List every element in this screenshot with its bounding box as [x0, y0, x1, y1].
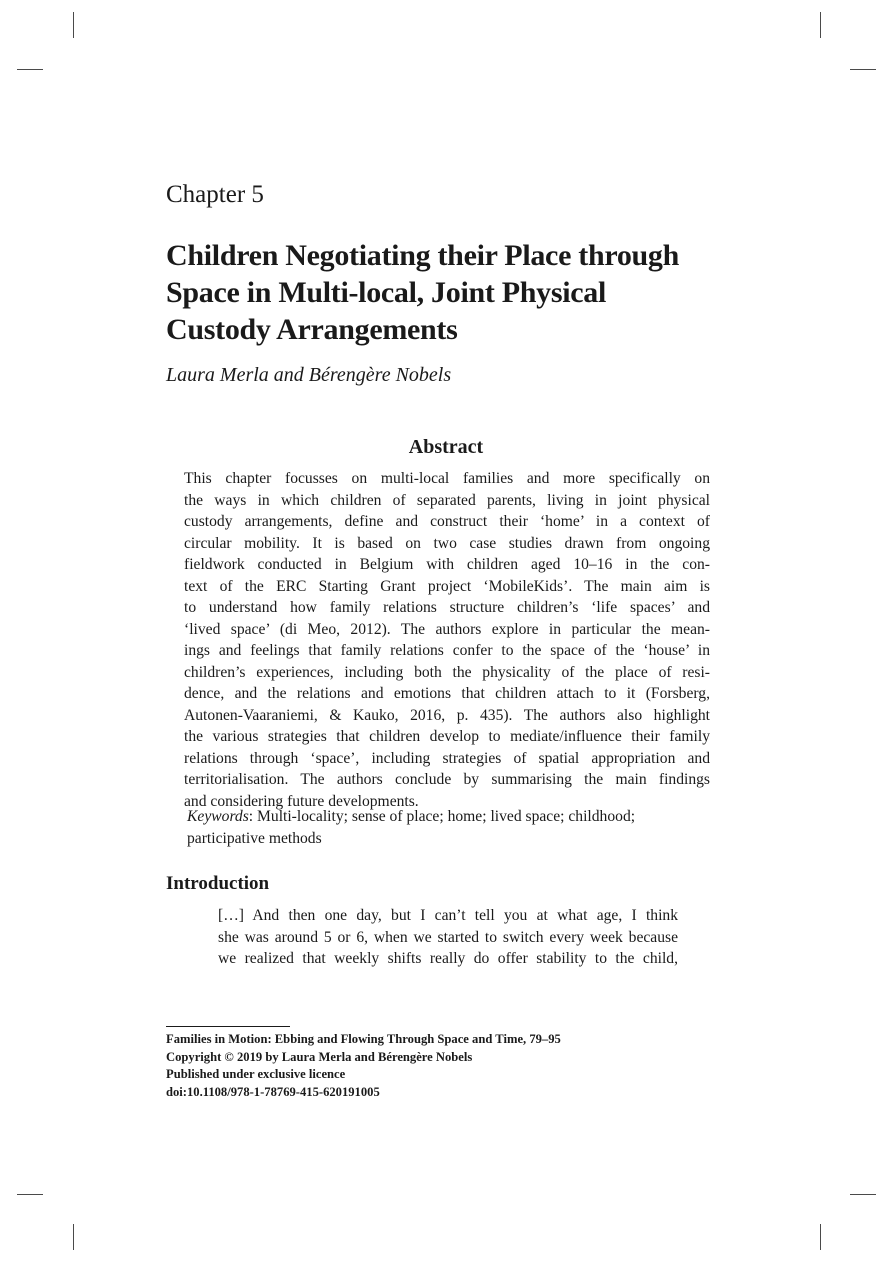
footer-copyright: Copyright © 2019 by Laura Merla and Bérengère Nobels	[166, 1049, 473, 1064]
abstract-line: relations through ‘space’, including strategies of spatial appropriation and	[184, 749, 710, 767]
keywords-text: : Multi-locality; sense of place; home; lived space; childhood; participative methods	[187, 808, 636, 847]
chapter-title	[166, 237, 746, 348]
chapter-title-line: Space in Multi-local, Joint Physical	[166, 276, 607, 309]
abstract-line: This chapter focusses on multi-local families and more specifically on	[184, 470, 710, 487]
keywords	[187, 806, 707, 849]
abstract-line: territorialisation. The authors conclude by summarising the main findings	[184, 771, 710, 788]
crop-mark-top-left-h	[17, 69, 43, 70]
footer-book: Families in Motion: Ebbing and Flowing Through Space and Time, 79–95	[166, 1032, 561, 1046]
crop-mark-bottom-left-h	[17, 1194, 43, 1195]
footer-licence: Published under exclusive licence	[166, 1067, 346, 1081]
quote-line: we realized that weekly shifts really do offer stability to the child,	[218, 950, 678, 967]
crop-mark-top-left	[73, 12, 74, 38]
chapter-label: Chapter 5	[166, 181, 264, 208]
abstract-line: to understand how family relations structure children’s ‘life spaces’ and	[184, 599, 710, 616]
abstract-line: ‘lived space’ (di Meo, 2012). The authors explore in particular the mean-	[184, 620, 710, 638]
abstract-heading: Abstract	[408, 436, 484, 458]
footnote-rule	[166, 1026, 290, 1027]
publication-footer	[166, 1031, 561, 1101]
footer-doi: doi:10.1108/978-1-78769-415-620191005	[166, 1084, 380, 1099]
abstract-line: circular mobility. It is based on two case studies drawn from ongoing	[184, 534, 710, 552]
abstract-line: the various strategies that children develop to mediate/influence their family	[184, 728, 710, 745]
abstract-line: Autonen-Vaaraniemi, & Kauko, 2016, p. 435). The authors also highlight	[184, 706, 710, 724]
crop-mark-bottom-right	[820, 1224, 821, 1250]
chapter-authors: Laura Merla and Bérengère Nobels	[166, 364, 452, 386]
quote-line: […] And then one day, but I can’t tell you at what age, I think	[218, 907, 678, 924]
chapter-title-line: Custody Arrangements	[166, 313, 458, 346]
introduction-quote	[218, 905, 678, 970]
abstract-line: text of the ERC Starting Grant project ‘MobileKids’. The main aim is	[184, 577, 710, 595]
abstract-line: custody arrangements, define and construct their ‘home’ in a context of	[184, 513, 710, 530]
crop-mark-top-right	[820, 12, 821, 38]
crop-mark-top-right-h	[850, 69, 876, 70]
abstract-line: dence, and the relations and emotions that children attach to it (Forsberg,	[184, 685, 710, 702]
abstract-line: and considering future developments.	[184, 792, 419, 810]
keywords-label: Keywords	[187, 808, 249, 825]
abstract-line: children’s experiences, including both the physicality of the place of resi-	[184, 663, 710, 681]
abstract-body	[184, 468, 710, 812]
crop-mark-bottom-right-h	[850, 1194, 876, 1195]
quote-line: she was around 5 or 6, when we started to switch every week because	[218, 928, 678, 946]
abstract-line: the ways in which children of separated parents, living in joint physical	[184, 491, 710, 509]
abstract-line: fieldwork conducted in Belgium with children aged 10–16 in the con-	[184, 556, 710, 573]
abstract-line: ings and feelings that family relations confer to the space of the ‘house’ in	[184, 642, 710, 659]
introduction-heading: Introduction	[166, 873, 270, 894]
crop-mark-bottom-left	[73, 1224, 74, 1250]
chapter-title-line: Children Negotiating their Place through	[166, 239, 680, 272]
